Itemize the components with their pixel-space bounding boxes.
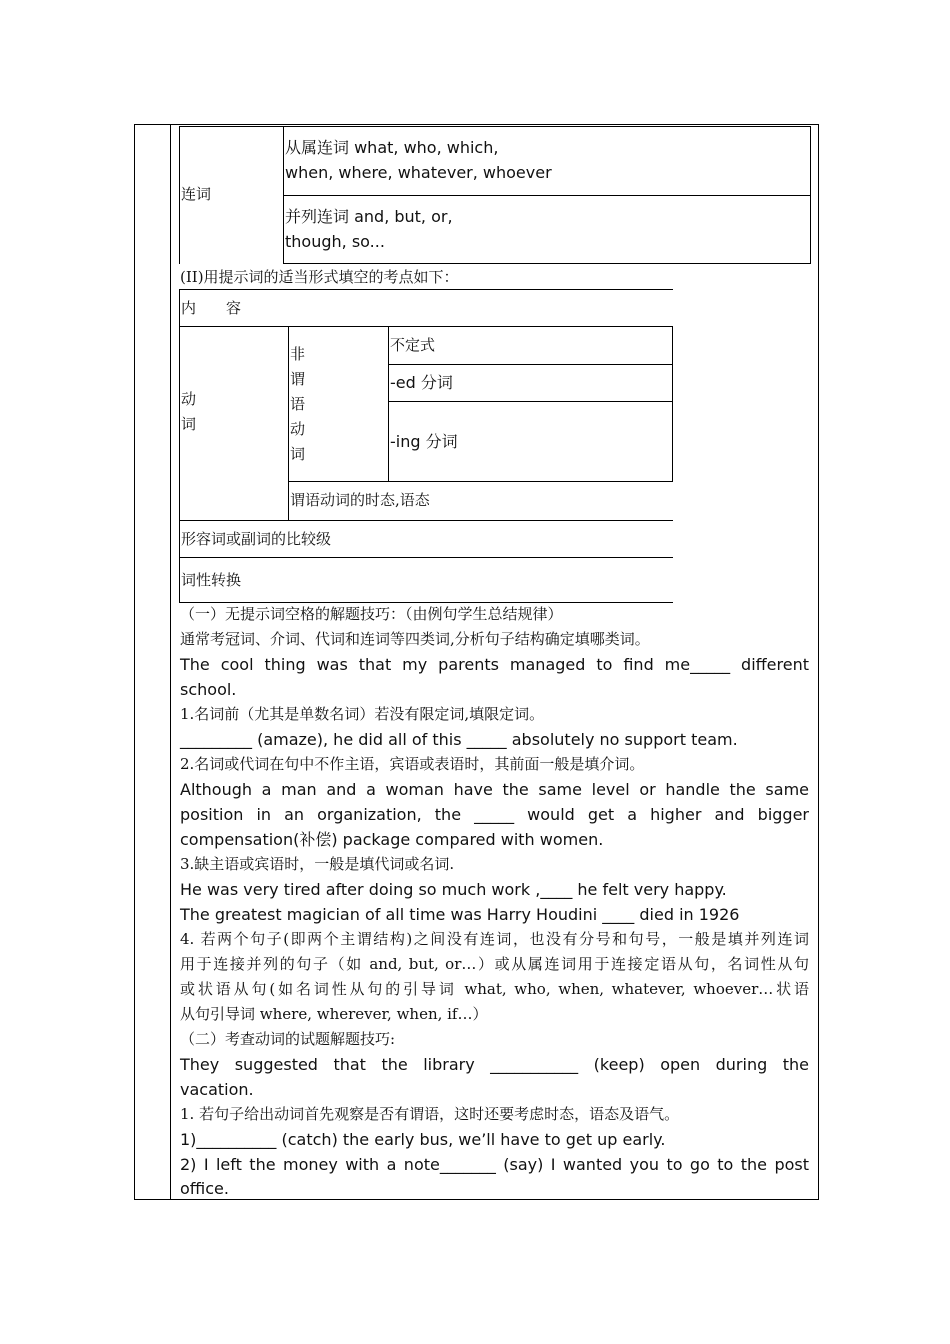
hint-row-ed bbox=[388, 364, 673, 365]
example2-line1: They suggested that the library ___________ (keep) open during the bbox=[180, 1055, 809, 1074]
section2-title: (II)用提示词的适当形式填空的考点如下： bbox=[180, 268, 459, 286]
hint-left bbox=[179, 289, 180, 602]
conversion-cell: 词性转换 bbox=[181, 571, 242, 589]
rule1-example: _________ (amaze), he did all of this _____ absolutely no support team. bbox=[180, 730, 738, 749]
ing-participle-cell: -ing 分词 bbox=[390, 432, 458, 451]
rule2: 2.名词或代词在句中不作主语，宾语或表语时，其前面一般是填介词。 bbox=[180, 755, 645, 773]
nonfinite-label-4: 动 bbox=[290, 420, 306, 438]
hint-row-comparison-end bbox=[179, 557, 673, 558]
ed-participle-cell: -ed 分词 bbox=[390, 373, 453, 392]
example1-line1: The cool thing was that my parents managed to find me_____ different bbox=[180, 655, 809, 674]
hint-nonfinite-col bbox=[388, 326, 389, 481]
rule3: 3.缺主语或宾语时，一般是填代词或名词. bbox=[180, 855, 455, 873]
verb-example1: 1)__________ (catch) the early bus, we’ll have to get up early. bbox=[180, 1130, 666, 1149]
verb-example2-line1: 2) I left the money with a note_______ (say) I wanted you to go to the post bbox=[180, 1155, 809, 1174]
hint-row-nonfinite-end bbox=[288, 481, 673, 482]
hint-verb-col bbox=[288, 326, 289, 520]
example2-line2: vacation. bbox=[180, 1080, 254, 1099]
verb-label-1: 动 bbox=[181, 390, 197, 408]
tip1-desc: 通常考冠词、介词、代词和连词等四类词,分析句子结构确定填哪类词。 bbox=[180, 630, 650, 648]
outer-column-divider bbox=[170, 124, 171, 1200]
outer-border-bottom bbox=[134, 1199, 819, 1200]
coordinate-conj-line1: 并列连词 and, but, or, bbox=[285, 207, 453, 226]
coordinate-conj-line2: though, so... bbox=[285, 232, 385, 251]
conj-top bbox=[179, 126, 811, 127]
nonfinite-label-1: 非 bbox=[290, 345, 306, 363]
hint-row1 bbox=[179, 326, 673, 327]
conj-bottom bbox=[283, 263, 811, 264]
infinitive-cell: 不定式 bbox=[390, 336, 436, 354]
nonfinite-label-3: 语 bbox=[290, 395, 306, 413]
rule4-line2: 用于连接并列的句子（如 and, but, or…）或从属连词用于连接定语从句，名词性从句 bbox=[180, 955, 809, 973]
tip2-title: （二）考查动词的试题解题技巧: bbox=[180, 1030, 396, 1048]
conj-left bbox=[179, 126, 180, 264]
conj-row-divider bbox=[283, 195, 811, 196]
comparison-cell: 形容词或副词的比较级 bbox=[181, 530, 332, 548]
hint-right-inner bbox=[672, 326, 673, 481]
rule3-example1: He was very tired after doing so much work ,____ he felt very happy. bbox=[180, 880, 727, 899]
verb-label-2: 词 bbox=[181, 415, 197, 433]
hint-row-verb-end bbox=[179, 520, 673, 521]
example1-line2: school. bbox=[180, 680, 237, 699]
outer-border-right bbox=[818, 124, 819, 1200]
rule4-line1: 4. 若两个句子(即两个主谓结构)之间没有连词，也没有分号和句号，一般是填并列连词 bbox=[180, 930, 809, 948]
hint-row-ing bbox=[388, 401, 673, 402]
rule4-line3: 或状语从句(如名词性从句的引导词 what, who, when, whatever, whoever…状语 bbox=[180, 980, 809, 998]
tip1-title: （一）无提示词空格的解题技巧：（由例句学生总结规律） bbox=[180, 605, 563, 623]
rule1: 1.名词前（尤其是单数名词）若没有限定词,填限定词。 bbox=[180, 705, 545, 723]
tense-voice-cell: 谓语动词的时态,语态 bbox=[290, 491, 430, 509]
subordinate-conj-line2: when, where, whatever, whoever bbox=[285, 163, 552, 182]
rule2-example-line1: Although a man and a woman have the same level or handle the same bbox=[180, 780, 809, 799]
outer-border-top bbox=[134, 124, 819, 125]
verb-example2-line2: office. bbox=[180, 1179, 229, 1198]
rule2-example-line2: position in an organization, the _____ would get a higher and bigger bbox=[180, 805, 809, 824]
nonfinite-label-5: 词 bbox=[290, 445, 306, 463]
nonfinite-label-2: 谓 bbox=[290, 370, 306, 388]
conjunction-label: 连词 bbox=[181, 185, 212, 203]
outer-border-left bbox=[134, 124, 135, 1200]
rule4-line4: 从句引导词 where, wherever, when, if…） bbox=[180, 1005, 488, 1023]
hint-top bbox=[179, 289, 673, 290]
verb-rule1: 1. 若句子给出动词首先观察是否有谓语，这时还要考虑时态，语态及语气。 bbox=[180, 1105, 680, 1123]
subordinate-conj-line1: 从属连词 what, who, which, bbox=[285, 138, 499, 157]
rule2-example-line3: compensation(补偿) package compared with women. bbox=[180, 830, 604, 849]
rule3-example2: The greatest magician of all time was Harry Houdini ____ died in 1926 bbox=[180, 905, 740, 924]
hint-header: 内 容 bbox=[181, 299, 242, 317]
